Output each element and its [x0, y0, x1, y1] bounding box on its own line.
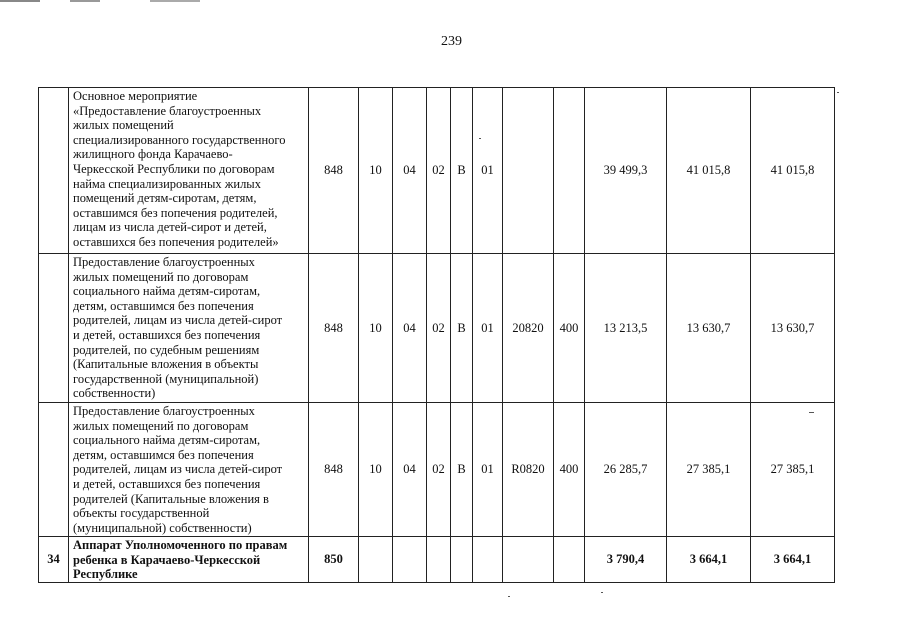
- direction-code: R0820: [503, 403, 554, 537]
- sum-year1: 39 499,3: [585, 88, 667, 254]
- direction-code: [503, 88, 554, 254]
- sum-year1: 13 213,5: [585, 254, 667, 403]
- direction-code: [503, 537, 554, 583]
- subprogram-code: В: [451, 403, 473, 537]
- scan-speck: [601, 592, 603, 593]
- sum-year2: 41 015,8: [667, 88, 751, 254]
- event-code: 01: [473, 88, 503, 254]
- expense-type-code: [554, 537, 585, 583]
- direction-code: 20820: [503, 254, 554, 403]
- row-description: Предоставление благоустроенных жилых помещений по договорам социального найма детям-сиротам, детям, оставшимся без попечения родителей, лицам из числа детей-сирот и детей, оставшихся без попечения родителей, по судебным решениям (Капитальные вложения в объекты государственной (муниципальной) собственности): [69, 254, 309, 403]
- subsection-code: [393, 537, 427, 583]
- table-row: [39, 88, 835, 254]
- budget-table: [38, 87, 835, 583]
- ministry-code: 850: [309, 537, 359, 583]
- event-code: [473, 537, 503, 583]
- scan-speck: [479, 138, 481, 139]
- section-code: 10: [359, 403, 393, 537]
- ministry-code: 848: [309, 403, 359, 537]
- program-code: 02: [427, 254, 451, 403]
- program-code: 02: [427, 88, 451, 254]
- row-number: 34: [39, 537, 69, 583]
- subprogram-code: В: [451, 254, 473, 403]
- scan-speck: [837, 92, 839, 93]
- ministry-code: 848: [309, 88, 359, 254]
- sum-year3: 41 015,8: [751, 88, 835, 254]
- row-description: Предоставление благоустроенных жилых помещений по договорам социального найма детям-сиротам, детям, оставшимся без попечения родителей, лицам из числа детей-сирот и детей, оставшихся без попечения родителей (Капитальные вложения в объекты государственной (муниципальной) собственности): [69, 403, 309, 537]
- subprogram-code: [451, 537, 473, 583]
- sum-year1: 3 790,4: [585, 537, 667, 583]
- event-code: 01: [473, 254, 503, 403]
- row-number: [39, 254, 69, 403]
- scan-artifact: [0, 0, 300, 2]
- sum-year2: 3 664,1: [667, 537, 751, 583]
- page-number: 239: [441, 34, 462, 49]
- table-row: [39, 254, 835, 403]
- row-number: [39, 88, 69, 254]
- program-code: 02: [427, 403, 451, 537]
- section-code: [359, 537, 393, 583]
- sum-year3: 13 630,7: [751, 254, 835, 403]
- expense-type-code: [554, 88, 585, 254]
- subsection-code: 04: [393, 254, 427, 403]
- scan-speck: [809, 412, 814, 413]
- section-code: 10: [359, 88, 393, 254]
- program-code: [427, 537, 451, 583]
- subprogram-code: В: [451, 88, 473, 254]
- scan-speck: [508, 596, 510, 597]
- sum-year1: 26 285,7: [585, 403, 667, 537]
- row-description: Основное мероприятие «Предоставление благоустроенных жилых помещений специализированного государственного жилищного фонда Карачаево- Черкесской Республики по договорам найма специализированных жилых помещений детям-сиротам, детям, оставшимся без попечения родителей, лицам из числа детей-сирот и детей, оставшихся без попечения родителей»: [69, 88, 309, 254]
- row-number: [39, 403, 69, 537]
- section-code: 10: [359, 254, 393, 403]
- expense-type-code: 400: [554, 403, 585, 537]
- expense-type-code: 400: [554, 254, 585, 403]
- table-row: [39, 403, 835, 537]
- sum-year2: 13 630,7: [667, 254, 751, 403]
- table-row: [39, 537, 835, 583]
- event-code: 01: [473, 403, 503, 537]
- ministry-code: 848: [309, 254, 359, 403]
- sum-year2: 27 385,1: [667, 403, 751, 537]
- row-description: Аппарат Уполномоченного по правам ребенка в Карачаево-Черкесской Республике: [69, 537, 309, 583]
- sum-year3: 27 385,1: [751, 403, 835, 537]
- sum-year3: 3 664,1: [751, 537, 835, 583]
- subsection-code: 04: [393, 403, 427, 537]
- subsection-code: 04: [393, 88, 427, 254]
